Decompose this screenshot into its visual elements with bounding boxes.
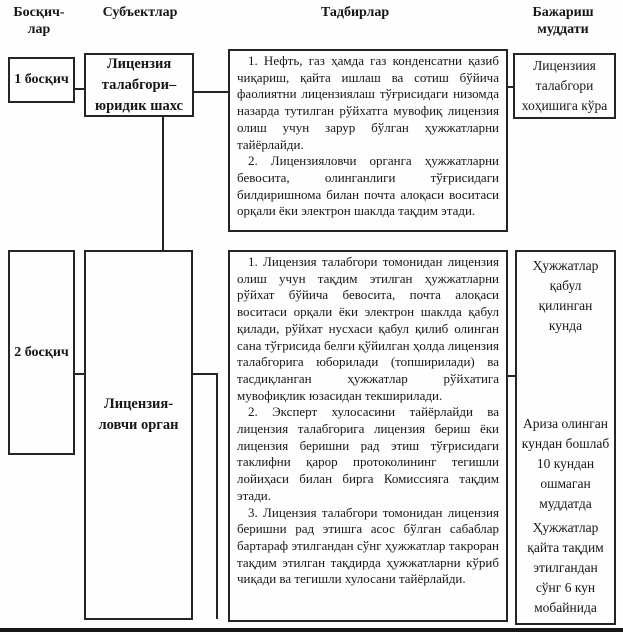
subject-line: юридик шахс	[95, 97, 183, 114]
subject-line: Лицензия	[106, 55, 172, 72]
bottom-border-rule	[0, 628, 623, 632]
column-header-stages	[6, 4, 72, 38]
column-header-activities	[215, 4, 495, 21]
subject-line: ловчи орган	[98, 417, 179, 433]
connector-subject2-vertical	[216, 373, 218, 619]
deadline-line: қилинган	[538, 298, 593, 313]
deadline-block	[517, 414, 614, 514]
connector-activities1-deadline1	[508, 86, 513, 88]
deadline-line: этилгандан	[533, 560, 598, 575]
deadline-block	[517, 256, 614, 336]
deadline-line: кундан бошлаб	[521, 436, 610, 451]
subject-line: талабгори–	[101, 76, 177, 93]
deadline-line: кунда	[548, 318, 583, 333]
deadline-line: Ариза олинган	[523, 416, 608, 431]
deadline-line: Ҳужжатлар	[532, 520, 599, 535]
activities-box-2	[228, 250, 508, 622]
connector-stage1-subject1	[75, 88, 84, 90]
activity-paragraph: 3. Лицензия талабгори томонидан лицензия беришни рад этишга асос бўлган сабаблар бартараф этилгандан сўнг ҳужжатлар такроран тақдим этилган тақдирда ҳужжатларни кўриб чиқади ва тегишли хулосани тайёрлайди.	[237, 504, 499, 587]
deadline-box-1	[513, 53, 616, 119]
stage-1-box	[8, 57, 75, 103]
column-header-deadline	[510, 4, 616, 38]
deadline-block	[515, 56, 614, 116]
column-header-subjects	[80, 4, 200, 21]
deadline-line: ошмаган	[540, 476, 591, 491]
connector-stage2-subject2	[75, 373, 84, 375]
header-line: Субъектлар	[102, 5, 178, 20]
deadline-box-2	[515, 250, 616, 625]
connector-activities2-deadline2	[508, 375, 515, 377]
activity-paragraph: 2. Лицензияловчи органга ҳужжатларни бевосита, олинганлиги тўғрисидаги билдиришнома билан почта алоқаси воситаси орқали ёки электрон шаклда тақдим этади.	[237, 153, 499, 219]
deadline-block	[517, 518, 614, 618]
deadline-line: сўнг 6 кун	[535, 580, 596, 595]
connector-subject2-elbow	[193, 373, 218, 375]
activities-box-1	[228, 49, 508, 232]
activity-paragraph: 2. Эксперт хулосасини тайёрлайди ва лицензия талабгорига лицензия бериш ёки лицензия беришни рад этиш тўғрисидаги таклифни қарор протоколининг тегишли лойиҳаси билан бирга Комиссияга тақдим этади.	[237, 404, 499, 503]
header-line: лар	[27, 22, 51, 37]
deadline-line: хоҳишига кўра	[521, 98, 608, 113]
header-line: Босқич-	[13, 5, 65, 20]
stage-2-box	[8, 250, 75, 455]
stage-1-label: 1 босқич	[14, 72, 69, 87]
deadline-line: мобайнида	[534, 600, 597, 615]
subject-box-2	[84, 250, 193, 620]
deadline-line: талабгори	[535, 78, 594, 93]
activity-paragraph: 1. Нефть, газ ҳамда газ конденсатни қазиб чиқариш, қайта ишлаш ва сотиш бўйича фаолиятни лицензиялаш тўғрисидаги низомда назарда тутилган рўйхатга мувофиқ лицензия олиш учун зарур бўлган ҳужжатларни тайёрлайди.	[237, 53, 499, 152]
header-line: Бажариш	[532, 5, 594, 20]
deadline-line: Лицензиия	[533, 58, 596, 73]
activity-paragraph: 1. Лицензия талабгори томонидан лицензия олиш учун тақдим этилган ҳужжатларни рўйхат бўйича бевосита, почта алоқаси воситаси орқали ёки электрон шаклда қабул қилади, рўйхат нусхаси қабул қилиб олинган сана тўғрисида белги қўйилган ҳолда лицензия талабгорига юборилади (топширилади) ва тасдиқланган ҳужжатлар рўйхатига мувофиқлик юзасидан текширилади.	[237, 254, 499, 403]
subject-box-1	[84, 53, 194, 117]
subject-line: Лицензия-	[103, 396, 174, 412]
deadline-line: қабул	[549, 278, 582, 293]
connector-subject1-activities1	[194, 91, 228, 93]
deadline-line: Ҳужжатлар	[532, 258, 599, 273]
header-line: муддати	[537, 22, 589, 37]
connector-subject1-subject2	[162, 117, 164, 250]
deadline-line: қайта тақдим	[527, 540, 604, 555]
stage-2-label: 2 босқич	[14, 344, 69, 360]
header-line: Тадбирлар	[320, 5, 390, 20]
deadline-line: муддатда	[539, 496, 592, 511]
deadline-line: 10 кундан	[536, 456, 595, 471]
